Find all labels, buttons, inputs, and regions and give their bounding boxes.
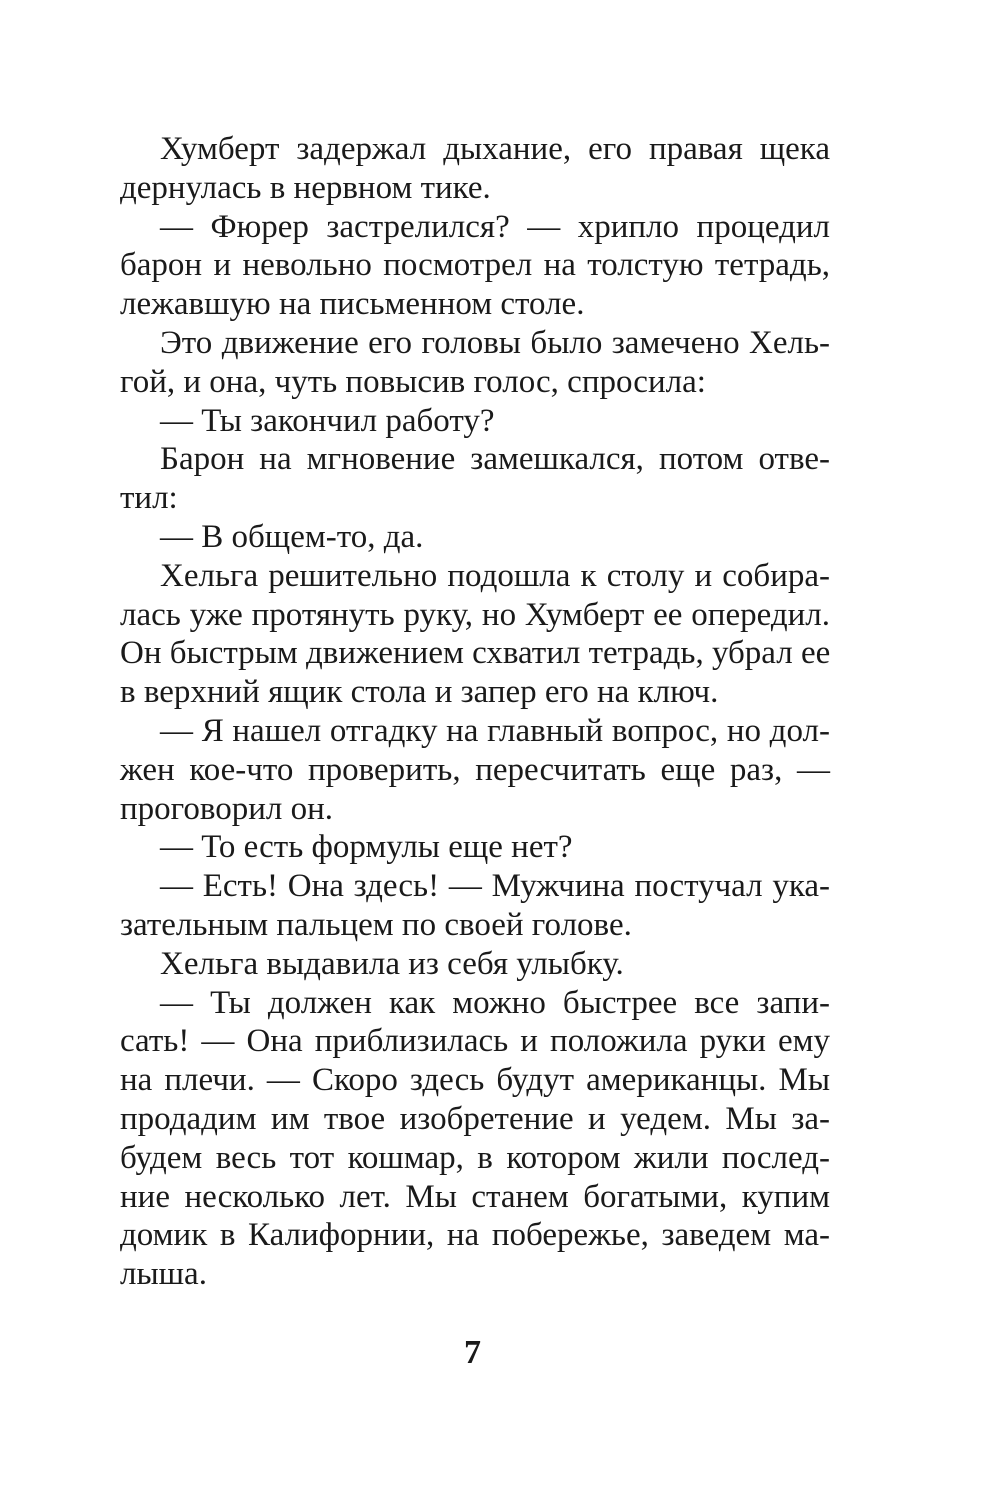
text-line: — Есть! Она здесь! — Мужчина постучал ука- [160,868,830,905]
body-text [120,130,830,1294]
text-line: зательным пальцем по своей голове. [120,906,632,943]
text-line: Хельга решительно подошла к столу и собира- [160,557,830,594]
text-line: Хумберт задержал дыхание, его правая щека [160,131,830,167]
text-line: — Ты должен как можно быстрее все запи- [160,984,830,1021]
page-number: 7 [464,1334,481,1371]
text-line: на плечи. — Скоро здесь будут американцы. Мы [120,1062,830,1099]
text-line: Он быстрым движением схватил тетрадь, убрал ее [120,635,831,672]
text-line: лыша. [120,1256,207,1293]
text-line: домик в Калифорнии, на побережье, заведем ма- [120,1217,830,1254]
text-line: — Я нашел отгадку на главный вопрос, но дол- [160,712,830,749]
text-line: — Фюрер застрелился? — хрипло процедил [160,208,830,245]
text-line: Барон на мгновение замешкался, потом отве- [160,441,830,478]
text-line: — Ты закончил работу? [160,402,495,439]
text-line: гой, и она, чуть повысив голос, спросила: [120,363,706,400]
text-line: дернулась в нервном тике. [120,169,491,206]
text-line: жен кое-что проверить, пересчитать еще раз, — [120,751,830,788]
text-line: барон и невольно посмотрел на толстую тетрадь, [120,247,830,284]
text-line: будем весь тот кошмар, в котором жили послед- [120,1139,830,1176]
text-line: лась уже протянуть руку, но Хумберт ее опередил. [120,596,830,633]
text-line: Хельга выдавила из себя улыбку. [160,945,624,982]
text-line: Это движение его головы было замечено Хель- [160,324,830,361]
text-line: сать! — Она приблизилась и положила руки ему [120,1023,830,1060]
text-line: в верхний ящик стола и запер его на ключ. [120,674,719,711]
text-line: лежавшую на письменном столе. [120,286,585,323]
text-line: — То есть формулы еще нет? [160,829,573,866]
text-line: продадим им твое изобретение и уедем. Мы за- [120,1100,830,1137]
text-line: — В общем-то, да. [160,518,424,555]
text-line: ние несколько лет. Мы станем богатыми, купим [120,1178,830,1215]
text-line: проговорил он. [120,790,334,827]
text-line: тил: [120,480,178,517]
